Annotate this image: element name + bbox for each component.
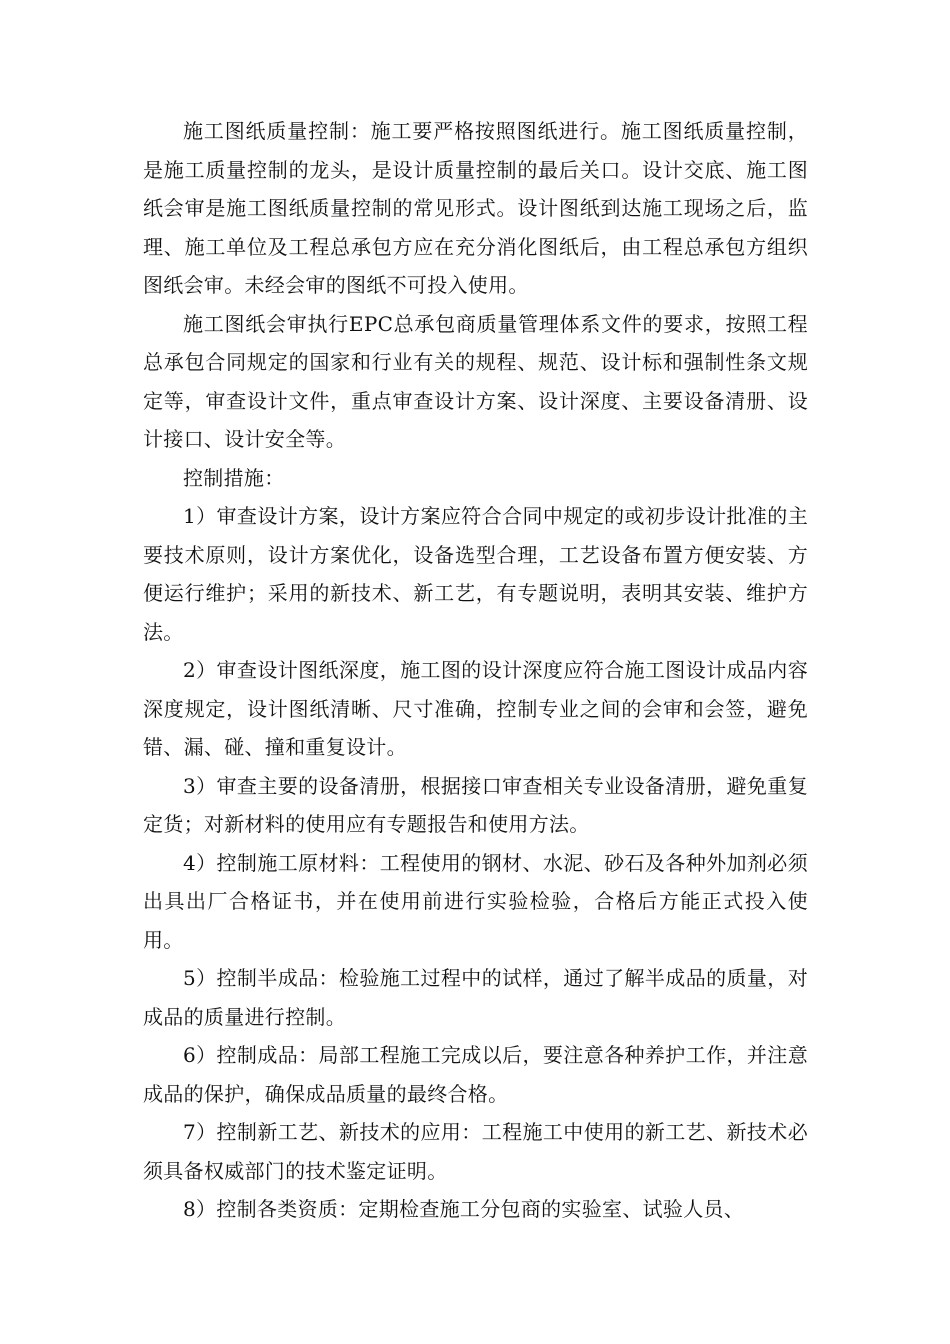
paragraph-drawing-review: 施工图纸会审执行EPC总承包商质量管理体系文件的要求，按照工程总承包合同规定的国家和行业有关的规程、规范、设计标和强制性条文规定等，审查设计文件，重点审查设计方案、设计深度、主要设备清册、设计接口、设计安全等。 xyxy=(143,311,808,451)
paragraph-item-6: 6）控制成品：局部工程施工完成以后，要注意各种养护工作，并注意成品的保护，确保成品质量的最终合格。 xyxy=(143,1043,808,1106)
paragraph-item-2: 2）审查设计图纸深度，施工图的设计深度应符合施工图设计成品内容深度规定，设计图纸清晰、尺寸准确，控制专业之间的会审和会签，避免错、漏、碰、撞和重复设计。 xyxy=(143,658,808,759)
paragraph-item-5: 5）控制半成品：检验施工过程中的试样，通过了解半成品的质量，对成品的质量进行控制。 xyxy=(143,966,808,1029)
paragraph-control-measures-heading: 控制措施： xyxy=(183,465,285,490)
paragraph-item-7: 7）控制新工艺、新技术的应用：工程施工中使用的新工艺、新技术必须具备权威部门的技术鉴定证明。 xyxy=(143,1120,808,1183)
paragraph-item-1: 1）审查设计方案，设计方案应符合合同中规定的或初步设计批准的主要技术原则，设计方案优化，设备选型合理，工艺设备布置方便安装、方便运行维护；采用的新技术、新工艺，有专题说明，表明其安装、维护方法。 xyxy=(143,504,808,644)
paragraph-drawing-quality-control: 施工图纸质量控制：施工要严格按照图纸进行。施工图纸质量控制，是施工质量控制的龙头，是设计质量控制的最后关口。设计交底、施工图纸会审是施工图纸质量控制的常见形式。设计图纸到达施工现场之后，监理、施工单位及工程总承包方应在充分消化图纸后，由工程总承包方组织图纸会审。未经会审的图纸不可投入使用。 xyxy=(143,119,808,297)
paragraph-item-3: 3）审查主要的设备清册，根据接口审查相关专业设备清册，避免重复定货；对新材料的使用应有专题报告和使用方法。 xyxy=(143,773,808,836)
paragraph-item-4: 4）控制施工原材料：工程使用的钢材、水泥、砂石及各种外加剂必须出具出厂合格证书，并在使用前进行实验检验，合格后方能正式投入使用。 xyxy=(143,850,808,952)
paragraph-item-8: 8）控制各类资质：定期检查施工分包商的实验室、试验人员、 xyxy=(183,1197,745,1221)
document-body xyxy=(143,112,808,1229)
